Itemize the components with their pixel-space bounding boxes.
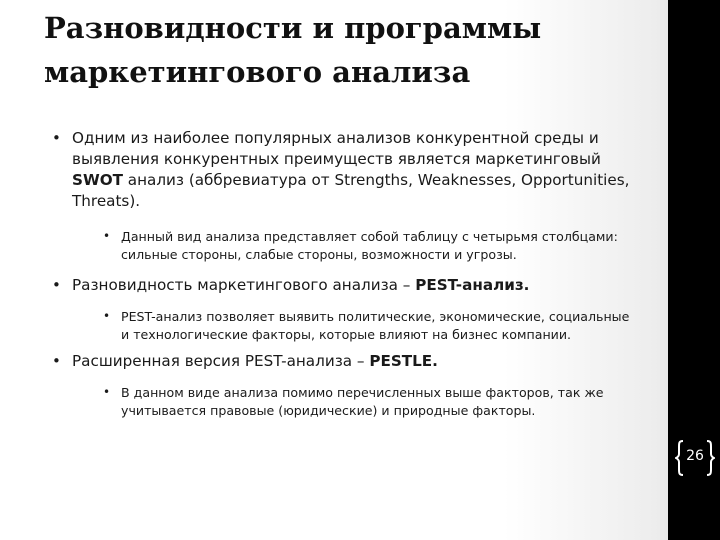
bullet-dot: • xyxy=(103,229,111,243)
bullet-bold-text: SWOT xyxy=(72,171,123,189)
slide-title-line-2: маркетингового анализа xyxy=(44,55,471,89)
bullet-text: Одним из наиболее популярных анализов конкурентной среды и выявления конкурентных преимуществ является маркетинговый xyxy=(72,129,601,168)
bullet-pestle xyxy=(52,351,632,372)
bullet-text: Разновидность маркетингового анализа – xyxy=(72,276,416,294)
slide-title xyxy=(44,6,644,94)
sub-bullet-swot-table xyxy=(103,228,632,263)
sub-bullet-pestle-description xyxy=(103,384,632,419)
bullet-text: Расширенная версия PEST-анализа – xyxy=(72,352,370,370)
sub-bullet-text: PEST-анализ позволяет выявить политические, экономические, социальные и технологические факторы, которые влияют на бизнес компании. xyxy=(121,309,630,342)
bullet-list xyxy=(52,128,632,419)
bullet-text-after: анализ (аббревиатура от Strengths, Weaknesses, Opportunities, Threats). xyxy=(72,171,630,210)
bullet-swot xyxy=(52,128,632,212)
page-number-badge xyxy=(675,438,715,478)
sub-bullet-text: Данный вид анализа представляет собой таблицу с четырьмя столбцами: сильные стороны, слабые стороны, возможности и угрозы. xyxy=(121,229,618,262)
sub-bullet-text: В данном виде анализа помимо перечисленных выше факторов, так же учитывается правовые (юридические) и природные факторы. xyxy=(121,385,604,418)
sub-bullet-pest-description xyxy=(103,308,632,343)
bullet-dot: • xyxy=(103,385,111,399)
bullet-pest xyxy=(52,275,632,296)
slide-title-line-1: Разновидности и программы xyxy=(44,11,542,45)
page-number: 26 xyxy=(686,448,704,464)
bullet-bold-text: PESTLE. xyxy=(369,352,438,370)
bullet-dot: • xyxy=(103,309,111,323)
bullet-dot: • xyxy=(52,129,61,147)
bullet-dot: • xyxy=(52,276,61,294)
bullet-bold-text: PEST-анализ. xyxy=(415,276,530,294)
bullet-dot: • xyxy=(52,352,61,370)
